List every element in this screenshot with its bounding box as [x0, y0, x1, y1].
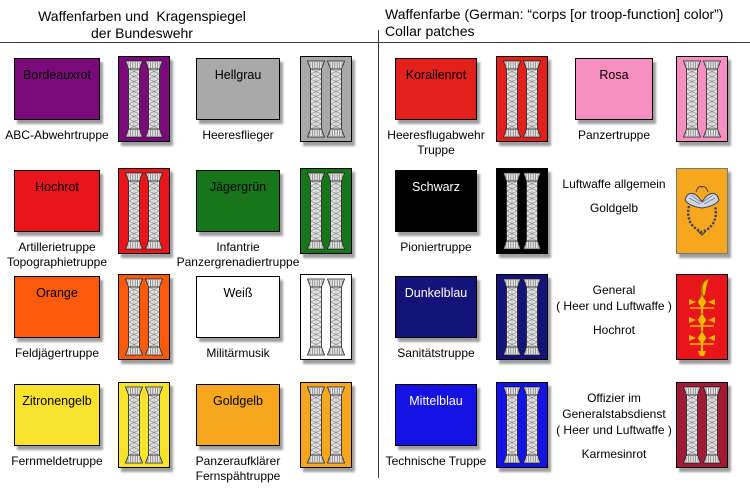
caption-line: Panzergrenadiertruppe	[176, 255, 300, 269]
text-line: Offizier im	[587, 391, 641, 405]
color-swatch-hochrot	[14, 170, 100, 232]
swatch-color-name: Jägergrün	[209, 180, 267, 194]
header-divider-line	[0, 42, 750, 43]
color-swatch-dunkelblau	[395, 276, 477, 338]
text-line: ( Heer und Luftwaffe )	[556, 423, 672, 437]
left-section-title	[17, 8, 267, 42]
info-text-block-general	[536, 282, 692, 338]
caption-line: Panzertruppe	[577, 128, 651, 142]
caption-line: Heeresflieger	[202, 128, 274, 142]
text-line	[536, 438, 692, 446]
text-line: Goldgelb	[589, 201, 639, 215]
color-swatch-korallenrot	[395, 58, 477, 120]
swatch-color-name: Zitronengelb	[22, 394, 92, 408]
caption-line: Sanitätstruppe	[397, 346, 475, 360]
color-swatch-hellgrau	[196, 58, 280, 120]
text-line: Generalstabsdienst	[562, 407, 666, 421]
double-braid-columns-icon	[300, 56, 352, 142]
swatch-color-name: Dunkelblau	[404, 286, 468, 300]
color-swatch-jaegergruen	[196, 170, 280, 232]
text-line: General	[592, 283, 636, 297]
caption-line: Fernmeldetruppe	[11, 454, 103, 468]
caption-line: Panzeraufklärer	[195, 454, 281, 468]
swatch-color-name: Orange	[36, 286, 78, 300]
swatch-color-name: Goldgelb	[212, 394, 264, 408]
swatch-color-name: Hochrot	[35, 180, 79, 194]
caption-line: Truppe	[417, 143, 455, 157]
text-line	[536, 314, 692, 322]
caption-line: Fernspähtruppe	[195, 469, 281, 483]
caption-line: Infantrie	[216, 240, 260, 254]
double-braid-columns-icon	[676, 382, 728, 468]
collar-patch-luftwaffe-allgemein	[676, 168, 728, 254]
color-swatch-schwarz	[395, 170, 477, 232]
double-braid-columns-icon	[676, 56, 728, 142]
info-text-block-offizier-generalstab	[536, 390, 692, 462]
caption-line: Pioniertruppe	[400, 240, 472, 254]
collar-patch-hellgrau	[300, 56, 352, 142]
double-braid-columns-icon	[300, 168, 352, 254]
caption-line: Technische Truppe	[385, 454, 487, 468]
color-swatch-goldgelb	[196, 384, 280, 446]
caption-line: ABC-Abwehrtruppe	[5, 128, 109, 142]
text-line: Luftwaffe allgemein	[562, 177, 666, 191]
text-line: ( Heer und Luftwaffe )	[556, 299, 672, 313]
swatch-color-name: Schwarz	[412, 180, 460, 194]
collar-patch-offizier-generalstab	[676, 382, 728, 468]
caption-line: Heeresflugabwehr	[387, 128, 485, 142]
color-swatch-rosa	[575, 58, 653, 120]
caption-line: Artillerietruppe	[18, 240, 96, 254]
left-title-line2: der Bundeswehr	[91, 25, 193, 41]
swatch-color-name: Hellgrau	[214, 68, 262, 82]
luftwaffe-eagle-icon	[676, 168, 728, 254]
collar-patch-jaegergruen	[300, 168, 352, 254]
color-swatch-orange	[14, 276, 100, 338]
caption-line: Feldjägertruppe	[14, 346, 100, 360]
color-swatch-bordeauxrot	[14, 58, 100, 120]
info-text-block-luftwaffe-allgemein	[536, 176, 692, 216]
swatch-color-name: Korallenrot	[405, 68, 467, 82]
color-swatch-weiss	[196, 276, 280, 338]
right-section-title	[385, 6, 745, 40]
swatch-color-name: Rosa	[599, 68, 629, 82]
collar-patch-rosa	[676, 56, 728, 142]
text-line: Hochrot	[592, 323, 636, 337]
collar-patch-general	[676, 274, 728, 360]
caption-line: Militärmusik	[206, 346, 270, 360]
swatch-color-name: Weiß	[223, 286, 253, 300]
right-title-line1: Waffenfarbe (German: “corps [or troop-function] color”)	[385, 6, 724, 22]
collar-patch-weiss	[300, 274, 352, 360]
swatch-color-name: Mittelblau	[409, 394, 463, 408]
caption-line: Topographietruppe	[6, 255, 108, 269]
left-title-line1: Waffenfarben und Kragenspiegel	[38, 8, 246, 24]
color-swatch-mittelblau	[395, 384, 477, 446]
right-title-line2: Collar patches	[385, 23, 475, 39]
swatch-color-name: Bordeauxrot	[22, 68, 92, 82]
general-embroidery-icon	[676, 274, 728, 360]
text-line	[536, 192, 692, 200]
double-braid-columns-icon	[300, 274, 352, 360]
color-swatch-zitronengelb	[14, 384, 100, 446]
text-line: Karmesinrot	[581, 447, 647, 461]
collar-patch-goldgelb	[300, 382, 352, 468]
double-braid-columns-icon	[300, 382, 352, 468]
